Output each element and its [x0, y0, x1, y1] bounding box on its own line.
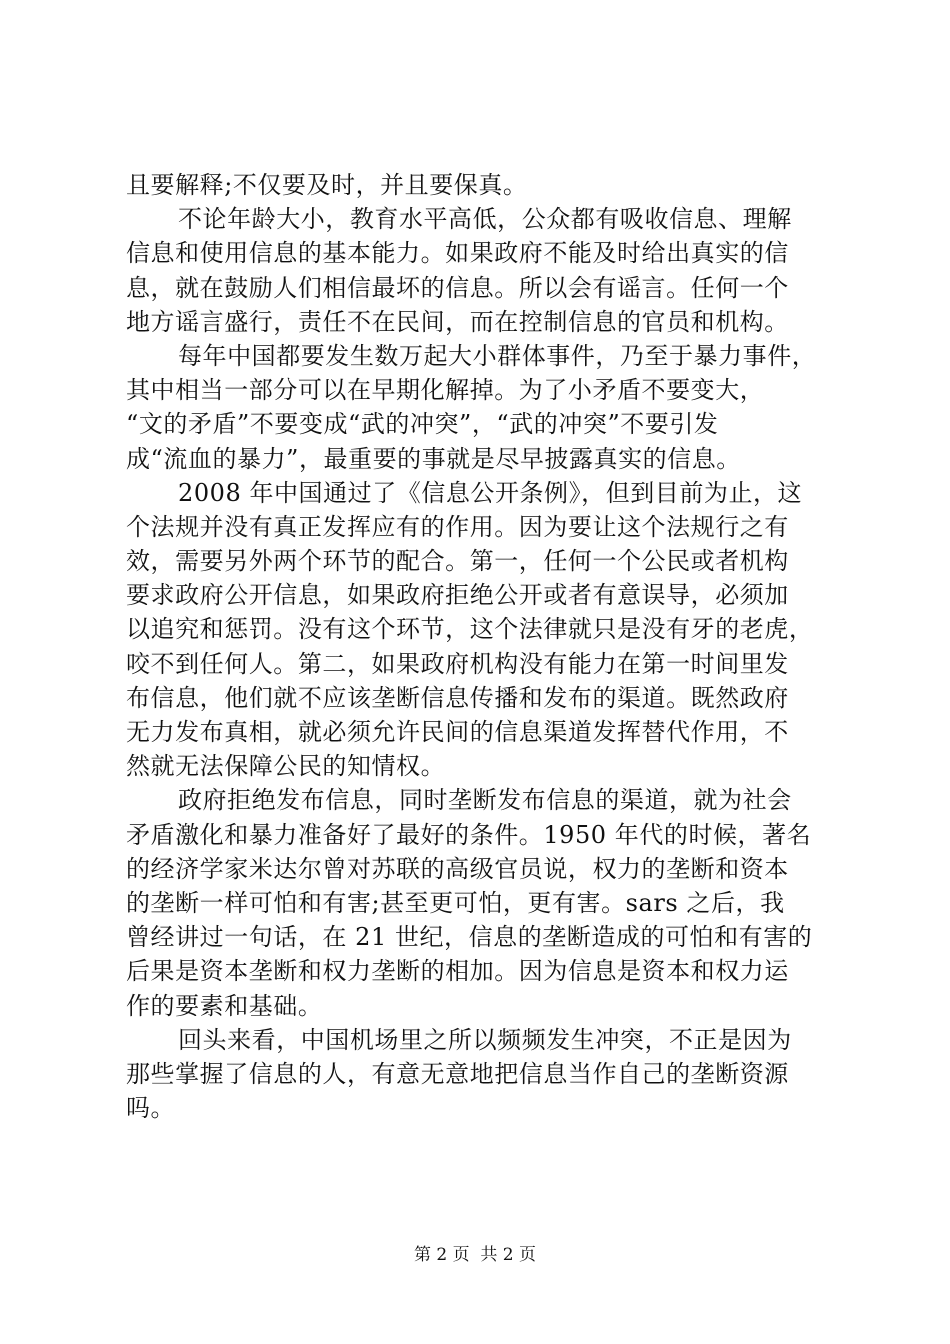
text-line: 后果是资本垄断和权力垄断的相加。因为信息是资本和权力运	[126, 957, 789, 986]
text-line: 作的要素和基础。	[126, 991, 323, 1020]
text-line: 效，需要另外两个环节的配合。第一，任何一个公民或者机构	[126, 547, 789, 576]
text-line: “文的矛盾”不要变成“武的冲突”，“武的冲突”不要引发	[126, 410, 719, 439]
text-line: 的经济学家米达尔曾对苏联的高级官员说，权力的垄断和资本	[126, 854, 789, 883]
text-line: 那些掌握了信息的人，有意无意地把信息当作自己的垄断资源	[126, 1059, 789, 1088]
page-footer	[0, 1244, 950, 1266]
text-line: 的垄断一样可怕和有害;甚至更可怕，更有害。sars 之后，我	[126, 888, 785, 917]
text-line: 要求政府公开信息，如果政府拒绝公开或者有意误导，必须加	[126, 581, 789, 610]
text-line: 矛盾激化和暴力准备好了最好的条件。1950 年代的时候，著名	[126, 820, 812, 849]
text-line: 信息和使用信息的基本能力。如果政府不能及时给出真实的信	[126, 239, 789, 268]
text-line: 成“流血的暴力”，最重要的事就是尽早披露真实的信息。	[126, 444, 741, 473]
paragraph-first-line: 每年中国都要发生数万起大小群体事件，乃至于暴力事件，	[178, 341, 817, 370]
text-line: 其中相当一部分可以在早期化解掉。为了小矛盾不要变大，	[126, 376, 765, 405]
text-line: 个法规并没有真正发挥应有的作用。因为要让这个法规行之有	[126, 512, 789, 541]
page-number-label: 第 2 页 共 2 页	[413, 1245, 537, 1265]
document-body	[126, 168, 826, 1125]
text-line: 以追究和惩罚。没有这个环节，这个法律就只是没有牙的老虎，	[126, 615, 814, 644]
text-line: 息，就在鼓励人们相信最坏的信息。所以会有谣言。任何一个	[126, 273, 789, 302]
paragraph-first-line: 回头来看，中国机场里之所以频频发生冲突，不正是因为	[178, 1025, 792, 1054]
text-line: 曾经讲过一句话，在 21 世纪，信息的垄断造成的可怕和有害的	[126, 923, 813, 952]
paragraph-first-line: 政府拒绝发布信息，同时垄断发布信息的渠道，就为社会	[178, 786, 792, 815]
text-line: 然就无法保障公民的知情权。	[126, 752, 446, 781]
text-line: 吗。	[126, 1094, 176, 1123]
text-line: 且要解释;不仅要及时，并且要保真。	[126, 171, 528, 199]
paragraph-first-line: 不论年龄大小，教育水平高低，公众都有吸收信息、理解	[178, 205, 792, 234]
text-line: 咬不到任何人。第二，如果政府机构没有能力在第一时间里发	[126, 649, 789, 678]
paragraph-first-line: 2008 年中国通过了《信息公开条例》，但到目前为止，这	[178, 478, 803, 507]
text-line: 无力发布真相，就必须允许民间的信息渠道发挥替代作用，不	[126, 718, 789, 746]
text-line: 地方谣言盛行，责任不在民间，而在控制信息的官员和机构。	[126, 307, 789, 336]
text-line: 布信息，他们就不应该垄断信息传播和发布的渠道。既然政府	[126, 683, 789, 712]
